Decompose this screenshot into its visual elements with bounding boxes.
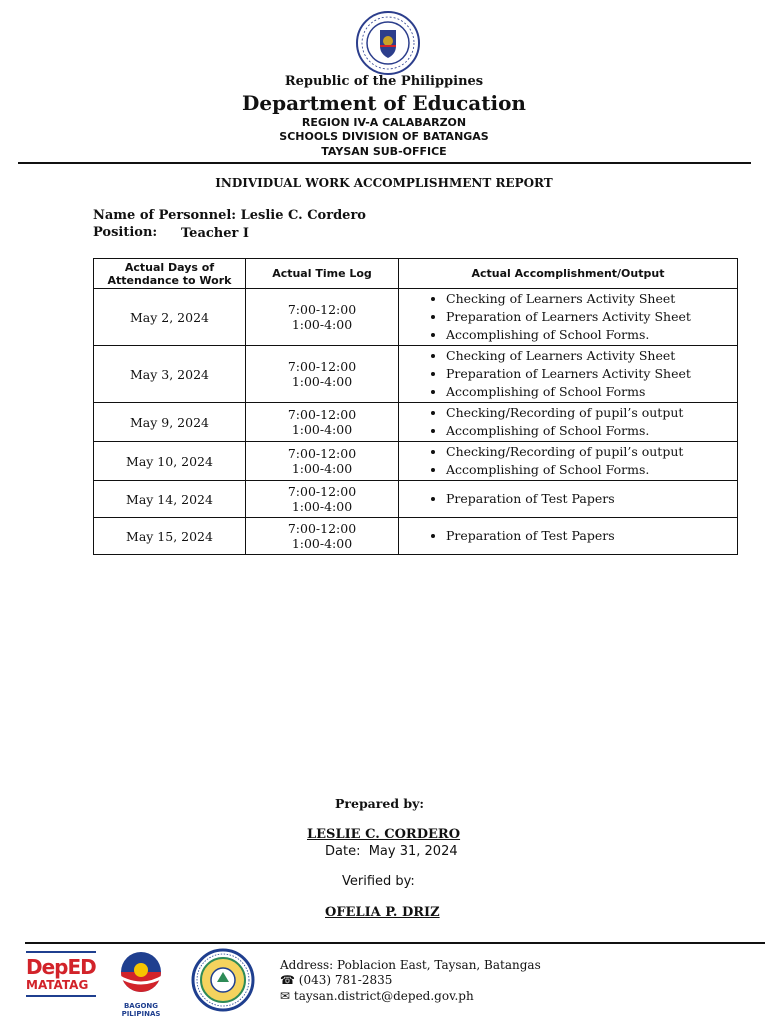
row-date: May 15, 2024 <box>94 518 246 555</box>
bagong-pilipinas-emblem <box>108 950 174 998</box>
footer-phone: (043) 781-2835 <box>298 973 393 987</box>
col-header-time: Actual Time Log <box>246 259 399 289</box>
row-outputs <box>399 289 738 346</box>
row-outputs <box>399 442 738 481</box>
footer-address: Address: Poblacion East, Taysan, Batangas <box>280 958 541 972</box>
deped-text: DepED <box>26 955 96 979</box>
time-am: 7:00-12:00 <box>287 521 357 536</box>
footer-email: taysan.district@deped.gov.ph <box>293 989 474 1003</box>
personnel-name: Leslie C. Cordero <box>240 208 366 223</box>
time-am: 7:00-12:00 <box>287 484 357 499</box>
prepared-by-name: LESLIE C. CORDERO <box>307 827 461 842</box>
output-item: • Checking of Learners Activity Sheet <box>446 290 736 308</box>
row-time <box>246 518 399 555</box>
row-time <box>246 346 399 403</box>
table-row <box>94 346 738 403</box>
output-item: • Preparation of Learners Activity Sheet <box>446 308 736 326</box>
position-label: Position: <box>93 225 158 240</box>
region-line: REGION IV-A CALABARZON <box>301 116 467 129</box>
table-row <box>94 403 738 442</box>
date-line <box>325 844 458 859</box>
bagong-pilipinas-logo <box>108 950 174 1018</box>
personnel-line <box>93 208 366 223</box>
output-item: • Accomplishing of School Forms <box>446 383 736 401</box>
department-name: Department of Education <box>242 91 526 115</box>
row-time <box>246 442 399 481</box>
email-icon: ✉ <box>280 989 291 1003</box>
time-am: 7:00-12:00 <box>287 302 357 317</box>
table-row <box>94 518 738 555</box>
row-time <box>246 289 399 346</box>
time-pm: 1:00-4:00 <box>291 422 353 437</box>
table-row <box>94 442 738 481</box>
table-header-row <box>94 259 738 289</box>
row-time <box>246 481 399 518</box>
report-title: INDIVIDUAL WORK ACCOMPLISHMENT REPORT <box>215 176 553 190</box>
prepared-by-label: Prepared by: <box>335 796 425 811</box>
row-date: May 9, 2024 <box>94 403 246 442</box>
footer-email-line <box>280 989 474 1004</box>
sub-office-line: TAYSAN SUB-OFFICE <box>321 145 447 158</box>
output-item: • Preparation of Test Papers <box>446 490 736 508</box>
time-am: 7:00-12:00 <box>287 446 357 461</box>
output-item: • Accomplishing of School Forms. <box>446 461 736 479</box>
deped-matatag-logo <box>26 951 96 1009</box>
position-value: Teacher I <box>181 226 249 241</box>
row-outputs <box>399 403 738 442</box>
time-pm: 1:00-4:00 <box>291 317 353 332</box>
row-outputs <box>399 346 738 403</box>
output-item: • Accomplishing of School Forms. <box>446 422 736 440</box>
output-item: • Checking/Recording of pupil’s output <box>446 443 736 461</box>
time-pm: 1:00-4:00 <box>291 499 353 514</box>
taysan-district-seal-logo <box>191 948 255 1012</box>
row-date: May 3, 2024 <box>94 346 246 403</box>
bagong-pilipinas-text: BAGONG PILIPINAS <box>121 1002 161 1018</box>
verified-by-label: Verified by: <box>342 874 415 889</box>
deped-seal-logo <box>350 10 426 76</box>
accomplishment-table <box>93 258 738 555</box>
footer-divider <box>25 942 765 944</box>
time-pm: 1:00-4:00 <box>291 374 353 389</box>
row-time <box>246 403 399 442</box>
output-item: • Checking of Learners Activity Sheet <box>446 347 736 365</box>
republic-line: Republic of the Philippines <box>284 74 484 89</box>
row-outputs <box>399 481 738 518</box>
output-item: • Accomplishing of School Forms. <box>446 326 736 344</box>
output-item: • Preparation of Learners Activity Sheet <box>446 365 736 383</box>
row-date: May 10, 2024 <box>94 442 246 481</box>
output-item: • Checking/Recording of pupil’s output <box>446 404 736 422</box>
personnel-label: Name of Personnel: <box>93 208 237 223</box>
table-row <box>94 289 738 346</box>
output-item: • Preparation of Test Papers <box>446 527 736 545</box>
verified-by-name: OFELIA P. DRIZ <box>325 905 440 920</box>
time-am: 7:00-12:00 <box>287 407 357 422</box>
row-outputs <box>399 518 738 555</box>
matatag-text: MATATAG <box>26 978 89 992</box>
header-divider <box>18 162 751 164</box>
time-am: 7:00-12:00 <box>287 359 357 374</box>
footer-phone-line <box>280 973 392 988</box>
division-line: SCHOOLS DIVISION OF BATANGAS <box>279 130 489 143</box>
date-label: Date: <box>325 844 361 859</box>
col-header-days: Actual Days of Attendance to Work <box>94 259 246 289</box>
date-value: May 31, 2024 <box>368 844 458 859</box>
row-date: May 2, 2024 <box>94 289 246 346</box>
time-pm: 1:00-4:00 <box>291 461 353 476</box>
col-header-output: Actual Accomplishment/Output <box>399 259 738 289</box>
time-pm: 1:00-4:00 <box>291 536 353 551</box>
phone-icon: ☎ <box>280 973 295 987</box>
table-row <box>94 481 738 518</box>
row-date: May 14, 2024 <box>94 481 246 518</box>
